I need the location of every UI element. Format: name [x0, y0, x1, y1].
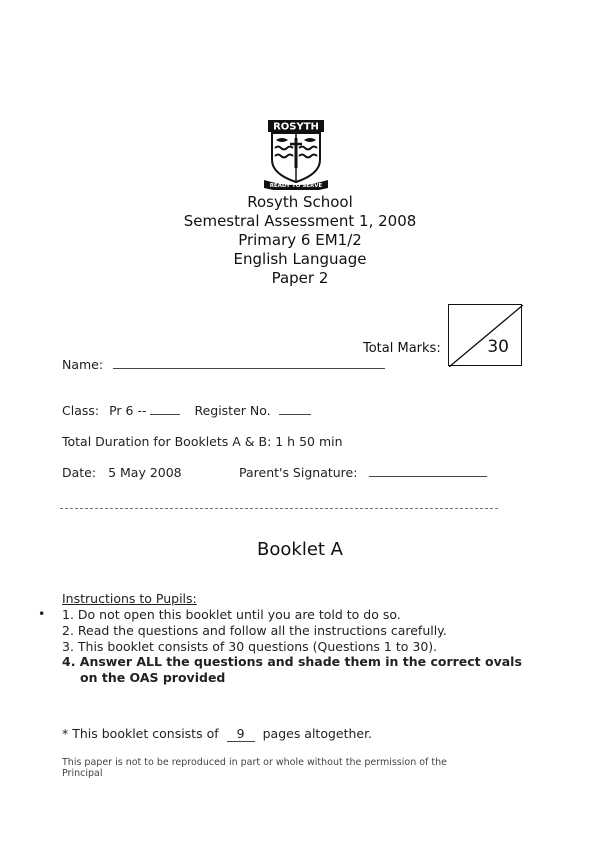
- separator: [60, 508, 498, 509]
- instruction-item: 2. Read the questions and follow all the instructions carefully.: [62, 623, 447, 638]
- bullet-mark: •: [38, 606, 46, 621]
- pages-count: 9: [227, 726, 255, 742]
- date-label: Date:: [62, 465, 97, 480]
- booklet-title: Booklet A: [257, 539, 343, 560]
- pages-note-suffix: pages altogether.: [262, 726, 373, 741]
- copyright-line: Principal: [62, 768, 103, 779]
- name-line[interactable]: [113, 368, 385, 369]
- total-marks-label: Total Marks:: [363, 341, 441, 356]
- date-field: [62, 465, 182, 480]
- instructions-heading: Instructions to Pupils:: [62, 591, 197, 606]
- level: Primary 6 EM1/2: [238, 231, 362, 249]
- total-marks-box: [448, 304, 522, 366]
- register-label: Register No.: [194, 403, 271, 418]
- name-label: Name:: [62, 357, 104, 372]
- class-value: Pr 6 --: [109, 403, 147, 418]
- name-field[interactable]: [62, 357, 385, 372]
- instruction-item: 3. This booklet consists of 30 questions (Questions 1 to 30).: [62, 639, 438, 654]
- signature-field[interactable]: [239, 465, 487, 480]
- instruction-item: 1. Do not open this booklet until you are told to do so.: [62, 607, 401, 622]
- total-marks-value: 30: [487, 337, 509, 357]
- pages-note-prefix: * This booklet consists of: [62, 726, 219, 741]
- school-name: Rosyth School: [247, 193, 353, 211]
- crest-motto: READY TO SERVE: [269, 183, 323, 189]
- class-line[interactable]: [150, 414, 180, 415]
- subject: English Language: [233, 250, 367, 268]
- duration: Total Duration for Booklets A & B: 1 h 50 min: [62, 434, 343, 449]
- instruction-item: 4. Answer ALL the questions and shade them in the correct ovals: [62, 654, 522, 669]
- class-field[interactable]: [62, 403, 311, 418]
- class-label: Class:: [62, 403, 100, 418]
- marks-diagonal: [449, 305, 523, 367]
- school-crest: [262, 118, 330, 190]
- crest-name: ROSYTH: [273, 121, 319, 133]
- date-value: 5 May 2008: [108, 465, 182, 480]
- pages-note: [62, 726, 372, 742]
- paper: Paper 2: [271, 269, 329, 287]
- signature-line[interactable]: [369, 476, 487, 477]
- instruction-item: on the OAS provided: [80, 670, 226, 685]
- assessment-title: Semestral Assessment 1, 2008: [183, 212, 417, 230]
- register-line[interactable]: [279, 414, 311, 415]
- signature-label: Parent's Signature:: [239, 465, 358, 480]
- copyright-line: This paper is not to be reproduced in part or whole without the permission of the: [62, 757, 448, 768]
- copyright-notice: [62, 757, 502, 779]
